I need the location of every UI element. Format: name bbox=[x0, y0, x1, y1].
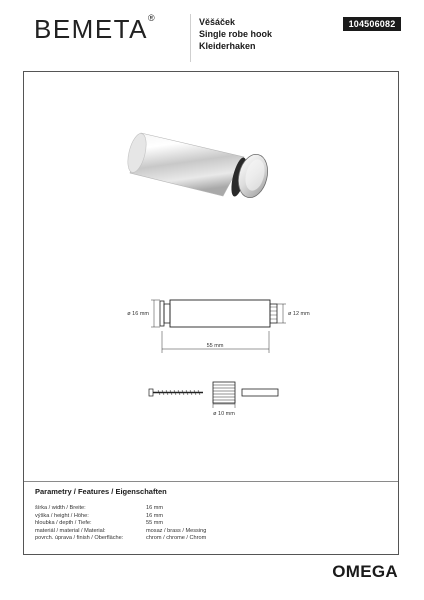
specs-title: Parametry / Features / Eigenschaften bbox=[35, 487, 167, 496]
series-name: OMEGA bbox=[332, 562, 398, 581]
spec-row bbox=[35, 513, 385, 521]
dim-length: 55 mm bbox=[206, 343, 224, 349]
dim-plug: ø 10 mm bbox=[213, 411, 235, 417]
brand-logo bbox=[34, 13, 155, 44]
threaded-rod bbox=[242, 389, 278, 396]
dim-diameter-left: ø 16 mm bbox=[127, 311, 149, 317]
title-czech: Věšáček bbox=[199, 17, 236, 27]
title-english: Single robe hook bbox=[199, 29, 273, 39]
spec-label: šírka / width / Breite: bbox=[35, 505, 86, 511]
spec-label: povrch. úprava / finish / Oberfläche: bbox=[35, 535, 124, 541]
product-photo bbox=[124, 132, 272, 201]
spec-row bbox=[35, 505, 385, 513]
side-view bbox=[160, 300, 277, 327]
wall-plug bbox=[213, 382, 235, 403]
spec-label: materiál / material / Material: bbox=[35, 527, 106, 534]
spec-label: výška / height / Höhe: bbox=[35, 512, 89, 519]
spec-value: 16 mm bbox=[146, 512, 164, 519]
dim-diameter-right: ø 12 mm bbox=[288, 311, 310, 317]
specs-divider bbox=[24, 481, 398, 482]
spec-value: 16 mm bbox=[146, 505, 164, 511]
technical-drawing bbox=[23, 71, 399, 481]
spec-value: mosaz / brass / Messing bbox=[146, 527, 207, 534]
header-divider bbox=[190, 14, 191, 62]
product-titles bbox=[199, 16, 272, 52]
specifications bbox=[35, 487, 385, 543]
spec-value: 55 mm bbox=[146, 520, 164, 526]
header bbox=[0, 0, 424, 68]
spec-value: chrom / chrome / Chrom bbox=[146, 535, 207, 541]
spec-label: hloubka / depth / Tiefe: bbox=[35, 520, 92, 526]
mounting-screw bbox=[149, 389, 203, 396]
title-german: Kleiderhaken bbox=[199, 41, 256, 51]
registered-mark: ® bbox=[147, 13, 155, 23]
spec-row bbox=[35, 535, 385, 543]
spec-row bbox=[35, 520, 385, 528]
spec-row bbox=[35, 528, 385, 536]
brand-name: BEMETA bbox=[34, 14, 148, 44]
product-code-badge: 104506082 bbox=[343, 17, 401, 31]
